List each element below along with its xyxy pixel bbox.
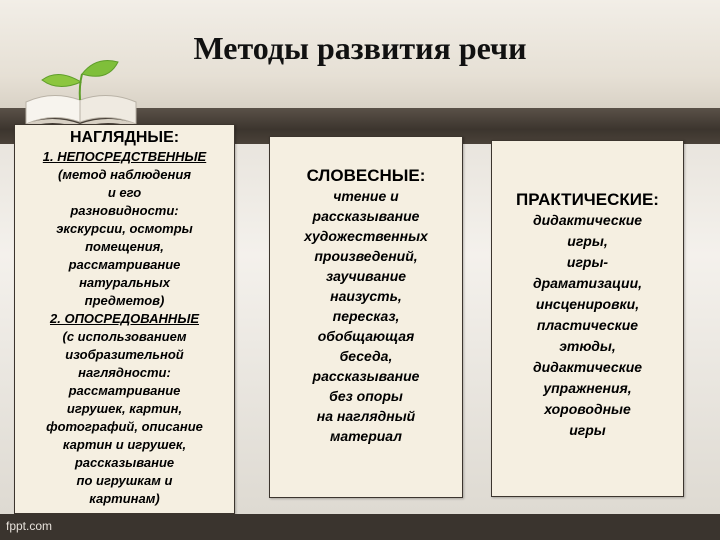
card-line: картин и игрушек, (62, 437, 187, 452)
card-line: помещения, (85, 239, 164, 254)
card-line: на наглядный (316, 408, 416, 424)
card-line: обобщающая (317, 328, 415, 344)
card-line: экскурсии, осмотры (56, 221, 193, 236)
card-line: дидактические (532, 359, 643, 375)
card-line: наглядности: (78, 365, 171, 380)
card-line: дидактические (532, 212, 643, 228)
card-line: рассказывание (74, 455, 175, 470)
card-line: игры- (566, 254, 609, 270)
card-line: заучивание (325, 268, 407, 284)
footer-band (0, 514, 720, 540)
card-heading: СЛОВЕСНЫЕ: (306, 166, 426, 185)
card-line: наизусть, (330, 288, 402, 304)
card-line: произведений, (314, 248, 418, 264)
card-line: рассказывание (312, 368, 420, 384)
card-line: предметов) (84, 293, 165, 308)
card-line: фотографий, описание (46, 419, 203, 434)
card-line: рассказывание (312, 208, 420, 224)
card-line: беседа, (339, 348, 393, 364)
card-line: натуральных (79, 275, 170, 290)
card-line: изобразительной (65, 347, 184, 362)
footer-credit: fppt.com (6, 519, 53, 533)
card-line: пересказ, (332, 308, 400, 324)
card-line: 1. НЕПОСРЕДСТВЕННЫЕ (42, 149, 207, 164)
card-line: игры (569, 422, 606, 438)
card-verbal-methods (269, 136, 463, 498)
card-line: рассматривание (68, 257, 181, 272)
card-line: картинам) (89, 491, 160, 506)
card-line: художественных (304, 228, 428, 244)
slide-title: Методы развития речи (193, 30, 527, 66)
card-heading: ПРАКТИЧЕСКИЕ: (516, 190, 659, 209)
card-line: упражнения, (543, 380, 632, 396)
card-line: чтение и (333, 188, 399, 204)
card-line: инсценировки, (535, 296, 640, 312)
card-line: (метод наблюдения (58, 167, 191, 182)
card-line: пластические (536, 317, 639, 333)
card-line: без опоры (329, 388, 403, 404)
card-heading: НАГЛЯДНЫЕ: (69, 129, 180, 146)
card-line: игрушек, картин, (66, 401, 183, 416)
card-line: рассматривание (68, 383, 181, 398)
card-line: материал (330, 428, 402, 444)
card-line: драматизации, (532, 275, 643, 291)
card-practical-methods (491, 140, 684, 497)
card-line: по игрушкам и (76, 473, 173, 488)
card-line: 2. ОПОСРЕДОВАННЫЕ (50, 311, 199, 326)
card-line: (с использованием (62, 329, 187, 344)
card-line: игры, (567, 233, 608, 249)
card-visual-methods (14, 124, 235, 514)
card-line: этюды, (559, 338, 616, 354)
card-line: хороводные (544, 401, 631, 417)
card-line: и его (107, 185, 142, 200)
card-line: разновидности: (70, 203, 179, 218)
